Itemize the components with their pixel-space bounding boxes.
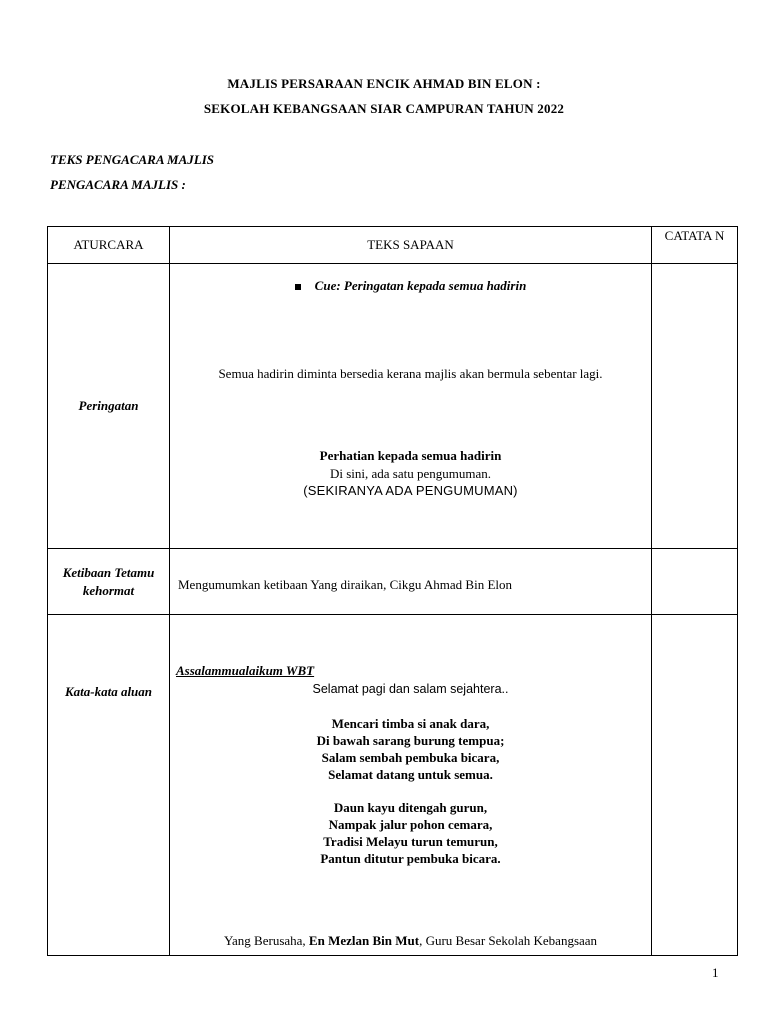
row-label-cell bbox=[48, 264, 170, 549]
cue-text: Cue: Peringatan kepada semua hadirin bbox=[314, 278, 527, 293]
teks-cell bbox=[170, 264, 652, 549]
cue-line bbox=[170, 278, 651, 294]
document-title-line2: SEKOLAH KEBANGSAAN SIAR CAMPURAN TAHUN 2022 bbox=[203, 101, 565, 116]
col-header-aturcara: ATURCARA bbox=[48, 227, 170, 264]
subheading-pengacara: PENGACARA MAJLIS : bbox=[50, 177, 186, 192]
bullet-icon bbox=[295, 284, 301, 290]
teks-cell bbox=[170, 615, 652, 956]
table-header-row bbox=[48, 227, 738, 264]
verse-line: Nampak jalur pohon cemara, bbox=[328, 817, 493, 832]
pantun-verse-1 bbox=[170, 715, 651, 783]
speaker-suffix: , Guru Besar Sekolah Kebangsaan bbox=[419, 933, 598, 948]
table-row bbox=[48, 264, 738, 549]
catatan-cell bbox=[652, 549, 738, 615]
verse-line: Daun kayu ditengah gurun, bbox=[333, 800, 488, 815]
verse-line: Mencari timba si anak dara, bbox=[331, 716, 490, 731]
row-label: Ketibaan Tetamu kehormat bbox=[62, 564, 155, 598]
salam-text: Selamat pagi dan salam sejahtera.. bbox=[312, 682, 509, 696]
arrival-text: Mengumumkan ketibaan Yang diraikan, Cikgu Ahmad Bin Elon bbox=[178, 577, 512, 592]
program-table bbox=[47, 226, 738, 956]
verse-line: Tradisi Melayu turun temurun, bbox=[323, 834, 498, 849]
speaker-intro bbox=[170, 933, 651, 949]
teks-cell bbox=[170, 549, 652, 615]
announcement-text: Semua hadirin diminta bersedia kerana majlis akan bermula sebentar lagi. bbox=[218, 366, 603, 381]
verse-line: Selamat datang untuk semua. bbox=[328, 767, 493, 782]
col-header-teks-sapaan: TEKS SAPAAN bbox=[170, 227, 652, 264]
verse-line: Pantun ditutur pembuka bicara. bbox=[320, 851, 501, 866]
row-label-cell bbox=[48, 615, 170, 956]
catatan-cell bbox=[652, 264, 738, 549]
table-row bbox=[48, 549, 738, 615]
row-label-cell bbox=[48, 549, 170, 615]
subheading-teks: TEKS PENGACARA MAJLIS bbox=[50, 152, 214, 167]
page-number: 1 bbox=[712, 965, 719, 980]
attention-heading: Perhatian kepada semua hadirin bbox=[319, 448, 502, 463]
row-label: Peringatan bbox=[78, 398, 139, 413]
table-row bbox=[48, 615, 738, 956]
catatan-cell bbox=[652, 615, 738, 956]
verse-line: Di bawah sarang burung tempua; bbox=[316, 733, 505, 748]
pantun-verse-2 bbox=[170, 799, 651, 867]
speaker-name: En Mezlan Bin Mut bbox=[308, 933, 420, 948]
greeting-text: Assalammualaikum WBT bbox=[176, 663, 315, 678]
col-header-catatan: CATATA N bbox=[652, 227, 738, 264]
speaker-prefix: Yang Berusaha, bbox=[223, 933, 309, 948]
verse-line: Salam sembah pembuka bicara, bbox=[321, 750, 500, 765]
announcement-note: (SEKIRANYA ADA PENGUMUMAN) bbox=[303, 483, 518, 498]
document-title-line1: MAJLIS PERSARAAN ENCIK AHMAD BIN ELON : bbox=[227, 76, 541, 91]
announcement-line: Di sini, ada satu pengumuman. bbox=[329, 466, 492, 481]
row-label: Kata-kata aluan bbox=[64, 684, 153, 699]
